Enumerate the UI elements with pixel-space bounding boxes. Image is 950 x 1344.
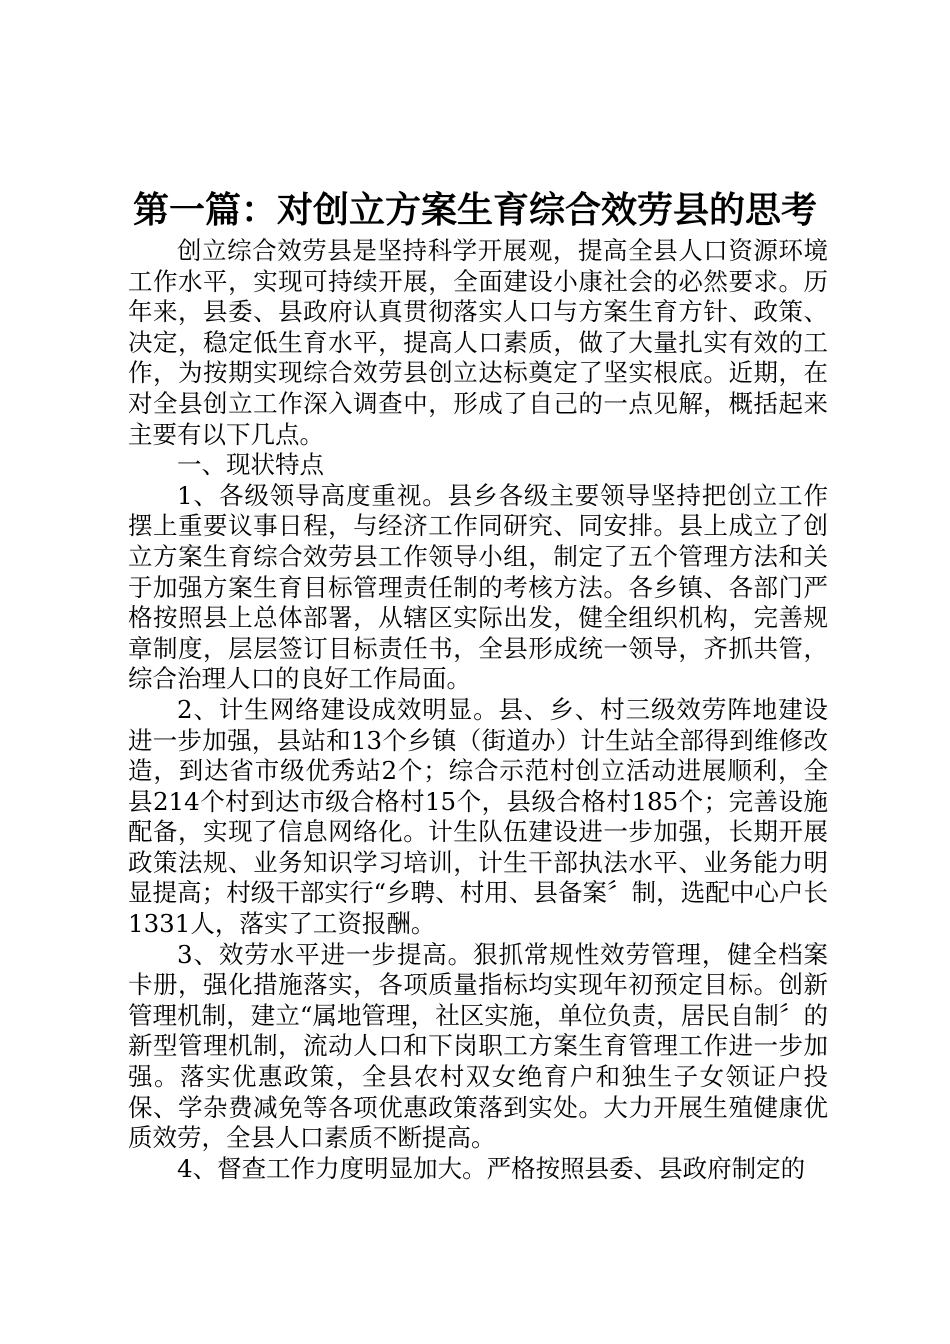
paragraph-point-1: 1、各级领导高度重视。县乡各级主要领导坚持把创立工作摆上重要议事日程，与经济工作同研究、同安排。县上成立了创立方案生育综合效劳县工作领导小组，制定了五个管理方法和关于加强方案生育目标管理责任制的考核方法。各乡镇、各部门严格按照县上总体部署，从辖区实际出发，健全组织机构，完善规章制度，层层签订目标责任书，全县形成统一领导，齐抓共管，综合治理人口的良好工作局面。 xyxy=(128,480,828,694)
paragraph-point-3: 3、效劳水平进一步提高。狠抓常规性效劳管理，健全档案卡册，强化措施落实，各项质量指标均实现年初预定目标。创新管理机制，建立“属地管理，社区实施，单位负责，居民自制〞的新型管理机制，流动人口和下岗职工方案生育管理工作进一步加强。落实优惠政策，全县农村双女绝育户和独生子女领证户投保、学杂费减免等各项优惠政策落到实处。大力开展生殖健康优质效劳，全县人口素质不断提高。 xyxy=(128,939,828,1153)
section-heading-status: 一、现状特点 xyxy=(177,450,324,480)
document-body xyxy=(128,236,828,1184)
paragraph-point-4: 4、督查工作力度明显加大。严格按照县委、县政府制定的 xyxy=(177,1153,806,1183)
paragraph-point-2: 2、计生网络建设成效明显。县、乡、村三级效劳阵地建设进一步加强，县站和13个乡镇（街道办）计生站全部得到维修改造，到达省市级优秀站2个；综合示范村创立活动进展顺利，全县214个村到达市级合格村15个，县级合格村185个；完善设施配备，实现了信息网络化。计生队伍建设进一步加强，长期开展政策法规、业务知识学习培训，计生干部执法水平、业务能力明显提高；村级干部实行“乡聘、村用、县备案〞制，选配中心户长1331人，落实了工资报酬。 xyxy=(128,694,828,939)
paragraph-intro: 创立综合效劳县是坚持科学开展观，提高全县人口资源环境工作水平，实现可持续开展，全面建设小康社会的必然要求。历年来，县委、县政府认真贯彻落实人口与方案生育方针、政策、决定，稳定低生育水平，提高人口素质，做了大量扎实有效的工作，为按期实现综合效劳县创立达标奠定了坚实根底。近期，在对全县创立工作深入调查中，形成了自己的一点见解，概括起来主要有以下几点。 xyxy=(128,236,828,449)
document-title: 第一篇：对创立方案生育综合效劳县的思考 xyxy=(132,189,817,231)
